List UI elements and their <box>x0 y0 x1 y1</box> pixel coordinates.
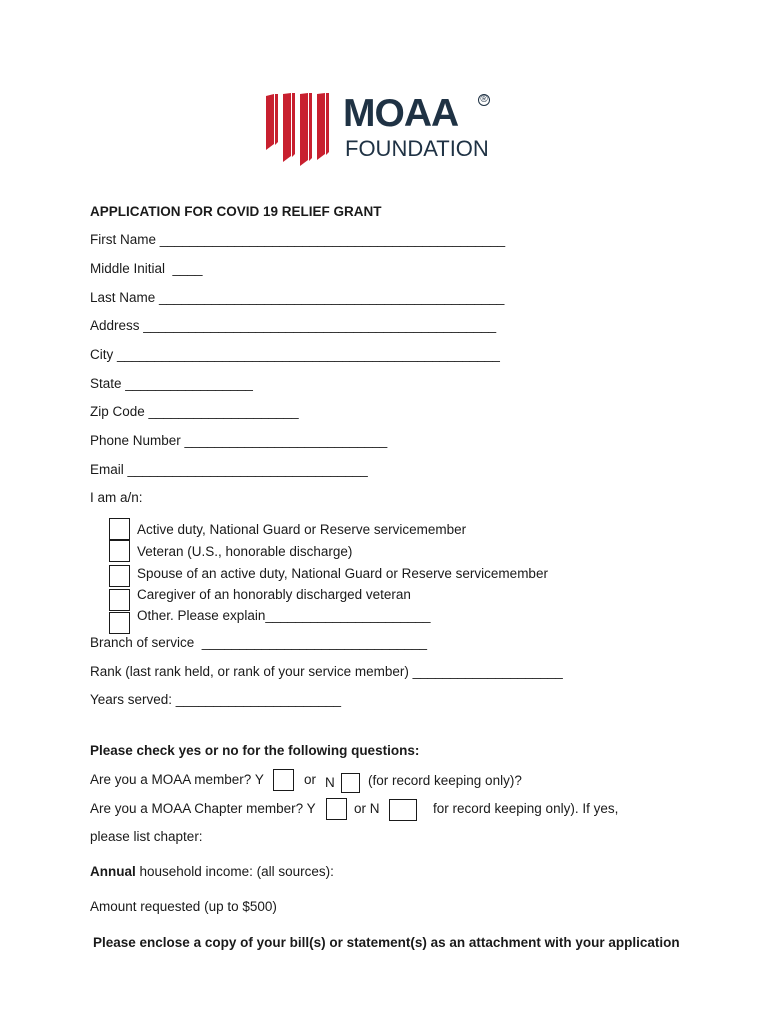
enclose-note: Please enclose a copy of your bill(s) or statement(s) as an attachment with your application <box>93 935 680 950</box>
q2-tail: for record keeping only). If yes, <box>433 801 619 816</box>
middle-initial-field[interactable]: Middle Initial ____ <box>90 261 203 276</box>
q1-label: Are you a MOAA member? Y <box>90 772 264 787</box>
address-field[interactable]: Address _______________________________________________ <box>90 318 497 333</box>
logo-brand-word: MOAA <box>343 92 459 135</box>
years-served-field[interactable]: Years served: ______________________ <box>90 692 341 707</box>
zip-field[interactable]: Zip Code ____________________ <box>90 404 299 419</box>
q2-label: Are you a MOAA Chapter member? Y <box>90 801 316 816</box>
option-spouse-label: Spouse of an active duty, National Guard or Reserve servicemember <box>137 566 548 581</box>
phone-field[interactable]: Phone Number ___________________________ <box>90 433 388 448</box>
q1-tail: (for record keeping only)? <box>368 773 522 788</box>
option-caregiver-label: Caregiver of an honorably discharged veteran <box>137 587 411 602</box>
amount-requested-field[interactable]: Amount requested (up to $500) <box>90 899 277 914</box>
q2-yes-checkbox[interactable] <box>326 798 347 820</box>
form-title: APPLICATION FOR COVID 19 RELIEF GRANT <box>90 204 382 219</box>
first-name-field[interactable]: First Name ______________________________________________ <box>90 232 506 247</box>
income-bold: Annual <box>90 864 136 879</box>
check-heading: Please check yes or no for the following questions: <box>90 743 420 758</box>
option-other-checkbox[interactable] <box>109 612 130 634</box>
q2-chapter-label[interactable]: please list chapter: <box>90 829 203 844</box>
flag-stripes-icon <box>264 90 336 166</box>
option-spouse-checkbox[interactable] <box>109 565 130 587</box>
option-other-label[interactable]: Other. Please explain______________________ <box>137 608 431 623</box>
branch-field[interactable]: Branch of service ______________________________ <box>90 635 428 650</box>
income-line[interactable] <box>90 864 334 880</box>
option-active-duty-label: Active duty, National Guard or Reserve servicemember <box>137 522 467 537</box>
i-am-label: I am a/n: <box>90 490 143 505</box>
email-field[interactable]: Email ________________________________ <box>90 462 368 477</box>
option-veteran-checkbox[interactable] <box>109 540 130 562</box>
registered-mark: ® <box>478 94 490 106</box>
state-field[interactable]: State _________________ <box>90 376 253 391</box>
q1-yes-checkbox[interactable] <box>273 769 294 791</box>
q1-or-label: or <box>304 772 317 787</box>
city-field[interactable]: City ___________________________________________________ <box>90 347 500 362</box>
q2-or-n-label: or N <box>354 801 380 816</box>
logo-brand-subtitle: FOUNDATION <box>345 136 489 161</box>
last-name-field[interactable]: Last Name ______________________________________________ <box>90 290 505 305</box>
option-caregiver-checkbox[interactable] <box>109 589 130 611</box>
rank-field[interactable]: Rank (last rank held, or rank of your service member) ____________________ <box>90 664 563 679</box>
q1-no-checkbox[interactable] <box>341 773 360 793</box>
income-rest: household income: (all sources): <box>135 864 334 879</box>
option-active-duty-checkbox[interactable] <box>109 518 130 540</box>
q1-n-label: N <box>325 775 335 790</box>
moaa-foundation-logo <box>264 90 509 168</box>
option-veteran-label: Veteran (U.S., honorable discharge) <box>137 544 353 559</box>
q2-no-checkbox[interactable] <box>389 799 417 821</box>
